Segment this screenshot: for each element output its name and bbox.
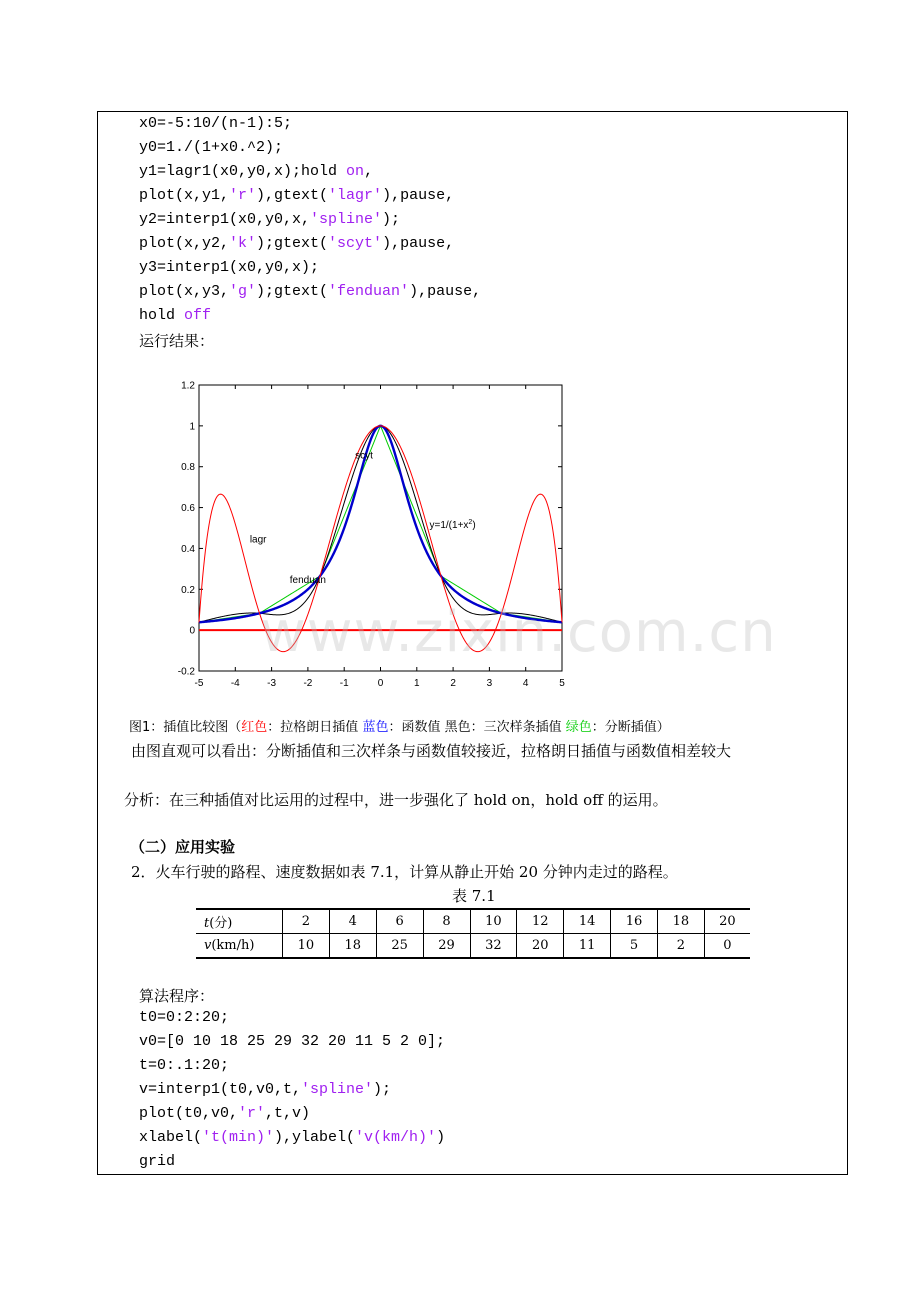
code-line <box>139 1102 445 1126</box>
code-line <box>139 136 481 160</box>
code-token: plot(x,y1, <box>139 187 230 204</box>
y-tick-label: 0.8 <box>181 462 195 474</box>
table-row-label: t(分) <box>196 909 283 934</box>
table-cell: 5 <box>611 934 658 959</box>
data-table <box>196 908 750 959</box>
table-cell: 20 <box>704 909 750 934</box>
table-cell: 10 <box>283 934 330 959</box>
table-cell: 20 <box>517 934 564 959</box>
code-token: t=0:.1:20; <box>139 1057 230 1074</box>
code-string: 'fenduan' <box>328 283 410 300</box>
code-string: 't(min)' <box>202 1129 275 1146</box>
caption-prefix: 图1：插值比较图（ <box>129 720 242 735</box>
code-line <box>139 256 481 280</box>
code-line <box>139 232 481 256</box>
plot-annotation <box>250 534 267 545</box>
y-tick-label: 1.2 <box>181 380 195 392</box>
code-token: ),ylabel( <box>274 1129 356 1146</box>
table-cell: 16 <box>611 909 658 934</box>
table-cell: 25 <box>376 934 423 959</box>
code-line <box>139 1150 445 1174</box>
code-token: y1=lagr1(x0,y0,x);hold <box>139 163 347 180</box>
figure-caption <box>129 716 670 735</box>
table-cell: 18 <box>329 934 376 959</box>
code-token: ),pause, <box>382 187 455 204</box>
code-line <box>139 1126 445 1150</box>
caption-blue: 蓝色 <box>362 720 389 735</box>
table-cell: 14 <box>564 909 611 934</box>
annotation-text: y=1/(1+x <box>429 520 469 531</box>
x-tick-label: -4 <box>230 678 240 689</box>
code-line <box>139 208 481 232</box>
x-tick-label: -3 <box>267 678 277 689</box>
code-token: ),pause, <box>382 235 455 252</box>
code-token: y3=interp1(x0,y0,x); <box>139 259 320 276</box>
x-tick-label: 2 <box>450 678 456 689</box>
code-token: y0=1./(1+x0.^2); <box>139 139 284 156</box>
table-row-speed <box>196 934 750 959</box>
code-string: 'scyt' <box>328 235 383 252</box>
code-line <box>139 1006 445 1030</box>
code-line <box>139 1030 445 1054</box>
code-block-top <box>139 112 481 328</box>
code-token: );gtext( <box>256 283 329 300</box>
code-string: 'spline' <box>301 1081 374 1098</box>
code-line <box>139 184 481 208</box>
code-token: plot(x,y2, <box>139 235 230 252</box>
code-line <box>139 160 481 184</box>
analysis-text: 分析：在三种插值对比运用的过程中，进一步强化了 hold on，hold off 的运用。 <box>124 791 668 809</box>
code-line <box>139 112 481 136</box>
code-token: plot(x,y3, <box>139 283 230 300</box>
code-string: 'spline' <box>310 211 383 228</box>
table-cell: 11 <box>564 934 611 959</box>
code-token: xlabel( <box>139 1129 203 1146</box>
x-tick-label: 5 <box>559 678 565 689</box>
x-tick-label: -1 <box>339 678 349 689</box>
x-tick-label: 4 <box>522 678 529 689</box>
code-string: 'r' <box>229 187 257 204</box>
table-row-time <box>196 909 750 934</box>
result-label: 运行结果： <box>139 332 215 350</box>
code-token: ); <box>382 211 401 228</box>
table-cell: 10 <box>470 909 517 934</box>
table-cell: 6 <box>376 909 423 934</box>
code-string: 'r' <box>238 1105 266 1122</box>
table-cell: 8 <box>423 909 470 934</box>
y-tick-label: -0.2 <box>177 666 195 678</box>
table-cell: 4 <box>329 909 376 934</box>
x-tick-label: 3 <box>486 678 493 689</box>
table-cell: 29 <box>423 934 470 959</box>
code-string: 'k' <box>229 235 257 252</box>
annotation-after: ) <box>472 520 476 531</box>
x-tick-label: 1 <box>414 678 420 689</box>
table-cell: 12 <box>517 909 564 934</box>
table-cell: 18 <box>658 909 705 934</box>
code-token: hold <box>139 307 185 324</box>
caption-red-desc: ：拉格朗日插值 <box>267 720 363 735</box>
table-cell: 2 <box>283 909 330 934</box>
y-tick-label: 0 <box>189 625 195 637</box>
y-tick-label: 0.2 <box>181 584 195 596</box>
code-token: v=interp1(t0,v0,t, <box>139 1081 302 1098</box>
code-block-bottom <box>139 1006 445 1174</box>
table-cell: 0 <box>704 934 750 959</box>
code-string: off <box>184 307 212 324</box>
code-token: plot(t0,v0, <box>139 1105 239 1122</box>
code-line <box>139 1078 445 1102</box>
code-token: v0=[0 10 18 25 29 32 20 11 5 2 0]; <box>139 1033 446 1050</box>
section-heading: （二）应用实验 <box>130 838 236 856</box>
code-string: 'lagr' <box>328 187 383 204</box>
caption-green: 绿色 <box>565 720 592 735</box>
caption-red: 红色 <box>241 720 268 735</box>
code-token: );gtext( <box>256 235 329 252</box>
annotation-sup: 2 <box>468 519 473 526</box>
code-token: ,t,v) <box>265 1105 311 1122</box>
caption-green-desc: ：分断插值） <box>591 720 670 735</box>
code-token: ),gtext( <box>256 187 329 204</box>
caption-blue-desc: ：函数值 黑色：三次样条插值 <box>388 720 566 735</box>
code-token: ) <box>436 1129 446 1146</box>
annotation-text: scyt <box>355 450 373 462</box>
plot-annotation <box>355 451 373 462</box>
code-token: ); <box>373 1081 392 1098</box>
code-token: x0=-5:10/(n-1):5; <box>139 115 293 132</box>
x-tick-label: 0 <box>377 678 384 689</box>
table-cell: 32 <box>470 934 517 959</box>
code-token: y2=interp1(x0,y0,x, <box>139 211 311 228</box>
plot-annotation <box>290 575 326 586</box>
code-token: grid <box>139 1153 176 1170</box>
code-line <box>139 304 481 328</box>
speed-label: (km/h) <box>211 938 255 953</box>
problem-text: 2．火车行驶的路程、速度数据如表 7.1，计算从静止开始 20 分钟内走过的路程。 <box>131 863 678 881</box>
annotation-text: fenduan <box>289 575 326 587</box>
code-token: , <box>364 163 374 180</box>
time-label: (分) <box>209 916 233 931</box>
code-string: on <box>346 163 365 180</box>
x-tick-label: -5 <box>194 678 204 689</box>
code-line <box>139 280 481 304</box>
watermark: www.zixin.com.cn <box>260 600 777 665</box>
y-tick-label: 0.4 <box>181 543 195 555</box>
table-cell: 2 <box>658 934 705 959</box>
code-token: ),pause, <box>409 283 482 300</box>
code-string: 'v(km/h)' <box>355 1129 437 1146</box>
y-tick-label: 0.6 <box>181 503 195 515</box>
code-string: 'g' <box>229 283 257 300</box>
y-tick-label: 1 <box>189 421 195 433</box>
algo-label: 算法程序： <box>139 987 215 1005</box>
x-tick-label: -2 <box>303 678 313 689</box>
annotation-text: lagr <box>249 534 267 546</box>
code-token: t0=0:2:20; <box>139 1009 230 1026</box>
table-title: 表 7.1 <box>452 887 496 905</box>
code-line <box>139 1054 445 1078</box>
observation-text: 由图直观可以看出：分断插值和三次样条与函数值较接近，拉格朗日插值与函数值相差较大 <box>131 742 732 760</box>
table-row-label: v(km/h) <box>196 934 283 959</box>
